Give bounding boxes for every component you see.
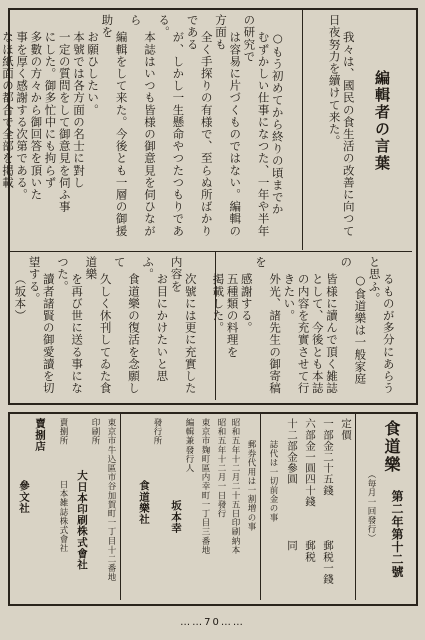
price-1-post: 郵税一錢 — [322, 540, 334, 585]
editorial-col-6: が、しかし一生懸命やつたつもりである。 — [157, 14, 186, 237]
editorial-col-4: は容易に片づくものではない。編輯の方面も — [213, 14, 243, 237]
price-heading: 定價 — [340, 418, 352, 441]
editorial-col-3: むずかしい仕事になつた、一年や半年の研究で — [242, 14, 271, 237]
right-col-1: るものが多分にあらうと思ふ。 — [367, 256, 396, 395]
publisher-address: 東京市麹町區内幸町一丁目三番地 — [200, 418, 210, 555]
right-col-6: きたい。 — [282, 273, 297, 322]
price-2-post: 郵税 — [304, 540, 316, 563]
page-number: ……70…… — [180, 617, 245, 628]
middle-col-6: なほ紙面の都合で全部を掲載 — [0, 31, 15, 189]
editorial-col-8: 編輯をして来た。今後とも一層の御援助を — [100, 14, 129, 237]
middle-col-9: お目にかけたいと思ふ。 — [141, 256, 170, 382]
editor-label: 編輯兼發行人 — [184, 418, 194, 473]
middle-col-10: 食道樂の復活を念願して — [112, 256, 141, 395]
price-1: 一部金二十五錢 — [322, 418, 334, 496]
printer-address: 東京市牛込區市谷加賀町一丁目十二番地 — [106, 418, 116, 582]
publisher-name: 食道樂社 — [138, 480, 150, 525]
right-col-2: ○食道樂は一般家庭の — [339, 256, 368, 385]
middle-col-8: 次號には更に充實した内容を — [169, 256, 198, 395]
printer-label: 印刷所 — [90, 418, 100, 446]
right-col-4: として、今後とも本誌 — [310, 273, 325, 395]
middle-col-11: 久しく休刊してゐた食道樂 — [84, 256, 113, 395]
editorial-col-7: 本誌はいつも皆様の御意見を伺ひながら — [128, 14, 157, 237]
seller-label: 賣捌所 — [58, 418, 68, 446]
middle-col-7 — [0, 31, 1, 200]
price-3-post: 同 — [286, 540, 298, 552]
issue-date: 昭和五年十二月一日發行 — [216, 418, 226, 519]
colophon-issue: 第二年第十二號 — [390, 490, 404, 579]
colophon-divider-3 — [120, 414, 121, 600]
right-col-7: 外光、諸先生の御寄稿を — [253, 256, 283, 395]
publisher-label: 發行所 — [152, 418, 162, 446]
upper-body-text — [0, 14, 299, 246]
middle-col-12: を再び世に送る事になつた。 — [55, 256, 85, 395]
middle-col-3: にした。御多忙中にも拘らず — [43, 31, 58, 189]
editorial-text — [306, 14, 370, 246]
editorial-col-5: 全く手探りの有様で、至らぬ所ばかりである — [185, 14, 214, 237]
seller-name: 日本雑誌株式會社 — [58, 480, 68, 553]
lower-right-text — [211, 256, 410, 396]
shop-name: 參文社 — [18, 480, 30, 514]
colophon-issue-note: （毎月一回發行） — [366, 470, 376, 543]
middle-col-1: 本號では各方面の名士に對し — [71, 31, 86, 189]
editorial-heading: 編輯者の言葉 — [373, 70, 391, 172]
ad-note-2: 郵券代用は一割増の事 — [246, 440, 256, 531]
price-2: 六部金一圓四十錢 — [304, 418, 316, 507]
middle-col-4: 多數の方々から御回答を頂いた — [29, 31, 44, 201]
ad-note-1: 誌代は一切前金の事 — [268, 440, 278, 522]
right-col-10: 掲載した。 — [211, 273, 226, 334]
price-3: 十二部金參圓 — [286, 418, 298, 485]
middle-col-2: 一定の質問をして御意見を伺ふ事 — [57, 31, 72, 213]
editorial-col-1: 我々は、國民の食生活の改善に向つて日夜努力を續けて来た。 — [327, 14, 356, 237]
editor-name: 坂本幸 — [170, 500, 182, 534]
divider-horizontal — [10, 251, 412, 252]
colophon-title: 食道樂 — [382, 420, 401, 474]
editorial-col-2: ○もう初めてから終りの頃までか — [270, 31, 285, 216]
right-col-5: の内容を充實させて行 — [296, 273, 311, 395]
right-col-8: 感謝する。 — [239, 273, 254, 334]
middle-col-13: 讀者諸賢の御愛讀を切望する。 — [27, 256, 56, 395]
colophon-box — [8, 412, 418, 606]
colophon-divider-1 — [355, 414, 356, 600]
editorial-col-9: お願ひしたい。 — [86, 31, 101, 116]
editorial-signature: （坂本） — [13, 273, 28, 322]
divider-editorial — [302, 10, 303, 250]
shop-label: 賣捌店 — [34, 418, 46, 452]
page-number-value: 70 — [204, 617, 221, 628]
printer-name: 大日本印刷株式會社 — [76, 470, 88, 570]
colophon-divider-2 — [260, 414, 261, 600]
middle-col-5: 事を厚く感謝する次第である。 — [15, 31, 30, 201]
print-date: 昭和五年十二月二十五日印刷納本 — [230, 418, 240, 555]
lower-left-text — [14, 256, 212, 396]
right-col-9: 五種類の料理を — [225, 273, 240, 358]
right-col-3: 皆様に讀んで頂く雑誌 — [324, 273, 339, 395]
